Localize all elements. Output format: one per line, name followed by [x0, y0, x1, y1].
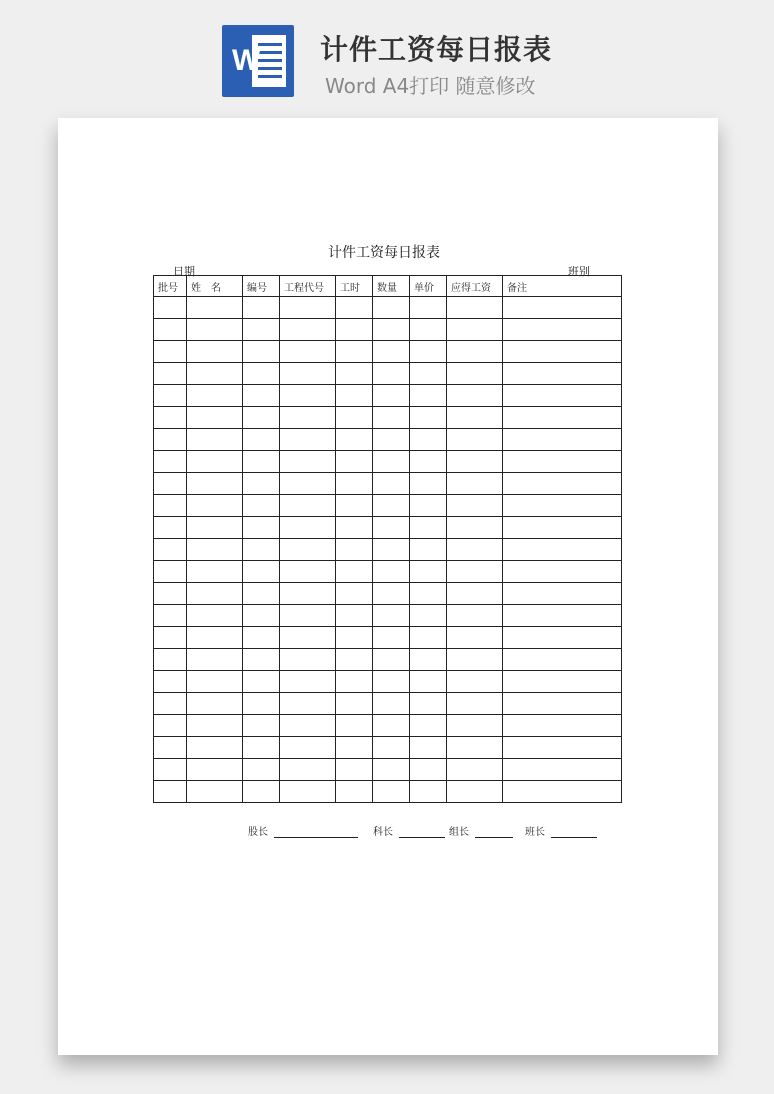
table-cell[interactable]: [243, 363, 280, 385]
table-cell[interactable]: [336, 385, 373, 407]
table-cell[interactable]: [187, 627, 243, 649]
column-header: 单价: [410, 276, 447, 297]
table-row: [154, 539, 622, 561]
table-cell[interactable]: [503, 495, 622, 517]
table-cell[interactable]: [243, 407, 280, 429]
table-cell[interactable]: [154, 363, 187, 385]
table-cell[interactable]: [187, 451, 243, 473]
table-cell[interactable]: [154, 583, 187, 605]
table-cell[interactable]: [154, 561, 187, 583]
table-cell[interactable]: [336, 671, 373, 693]
table-cell[interactable]: [336, 451, 373, 473]
table-cell[interactable]: [503, 649, 622, 671]
table-row: [154, 341, 622, 363]
table-cell[interactable]: [447, 297, 503, 319]
table-cell[interactable]: [503, 737, 622, 759]
document-page[interactable]: [58, 118, 718, 1055]
table-cell[interactable]: [243, 539, 280, 561]
table-row: [154, 759, 622, 781]
table-cell[interactable]: [410, 451, 447, 473]
table-cell[interactable]: [410, 319, 447, 341]
table-cell[interactable]: [373, 605, 410, 627]
table-cell[interactable]: [447, 715, 503, 737]
table-cell[interactable]: [154, 693, 187, 715]
signature-field[interactable]: [248, 823, 358, 838]
table-cell[interactable]: [336, 759, 373, 781]
table-cell[interactable]: [154, 341, 187, 363]
table-cell[interactable]: [280, 715, 336, 737]
table-cell[interactable]: [373, 363, 410, 385]
table-cell[interactable]: [503, 759, 622, 781]
table-cell[interactable]: [503, 429, 622, 451]
table-cell[interactable]: [503, 671, 622, 693]
table-cell[interactable]: [187, 583, 243, 605]
table-cell[interactable]: [187, 715, 243, 737]
signature-label: 科长: [373, 827, 393, 838]
table-cell[interactable]: [280, 517, 336, 539]
table-row: [154, 561, 622, 583]
table-cell[interactable]: [503, 407, 622, 429]
table-cell[interactable]: [336, 297, 373, 319]
table-cell[interactable]: [410, 649, 447, 671]
table-row: [154, 297, 622, 319]
document-title: 计件工资每日报表: [328, 245, 440, 261]
table-cell[interactable]: [280, 495, 336, 517]
column-header: 编号: [243, 276, 280, 297]
table-cell[interactable]: [243, 341, 280, 363]
table-row: [154, 627, 622, 649]
table-cell[interactable]: [154, 385, 187, 407]
table-cell[interactable]: [410, 781, 447, 803]
table-cell[interactable]: [373, 429, 410, 451]
table-cell[interactable]: [154, 297, 187, 319]
table-cell[interactable]: [336, 737, 373, 759]
table-cell[interactable]: [280, 671, 336, 693]
table-cell[interactable]: [154, 737, 187, 759]
table-cell[interactable]: [154, 473, 187, 495]
table-cell[interactable]: [410, 671, 447, 693]
table-cell[interactable]: [410, 693, 447, 715]
table-cell[interactable]: [154, 759, 187, 781]
table-cell[interactable]: [447, 627, 503, 649]
table-cell[interactable]: [410, 473, 447, 495]
table-cell[interactable]: [410, 605, 447, 627]
table-cell[interactable]: [243, 297, 280, 319]
table-cell[interactable]: [154, 451, 187, 473]
signature-area: [58, 823, 718, 843]
table-cell[interactable]: [447, 319, 503, 341]
table-cell[interactable]: [503, 341, 622, 363]
header-title: 计件工资每日报表: [320, 33, 553, 66]
signature-field[interactable]: [373, 823, 445, 838]
column-header: 工程代号: [280, 276, 336, 297]
signature-label: 班长: [525, 827, 545, 838]
table-cell[interactable]: [503, 517, 622, 539]
table-cell[interactable]: [410, 297, 447, 319]
table-cell[interactable]: [410, 407, 447, 429]
table-cell[interactable]: [336, 605, 373, 627]
table-cell[interactable]: [280, 429, 336, 451]
table-cell[interactable]: [410, 385, 447, 407]
table-cell[interactable]: [243, 473, 280, 495]
table-row: [154, 715, 622, 737]
table-cell[interactable]: [154, 715, 187, 737]
table-cell[interactable]: [447, 737, 503, 759]
table-row: [154, 429, 622, 451]
table-cell[interactable]: [447, 473, 503, 495]
table-cell[interactable]: [447, 363, 503, 385]
table-cell[interactable]: [503, 781, 622, 803]
table-cell[interactable]: [447, 517, 503, 539]
table-cell[interactable]: [410, 363, 447, 385]
table-row: [154, 649, 622, 671]
table-cell[interactable]: [154, 539, 187, 561]
table-cell[interactable]: [154, 649, 187, 671]
table-cell[interactable]: [280, 649, 336, 671]
table-cell[interactable]: [373, 385, 410, 407]
table-row: [154, 517, 622, 539]
table-cell[interactable]: [336, 561, 373, 583]
table-cell[interactable]: [336, 715, 373, 737]
table-cell[interactable]: [447, 539, 503, 561]
table-cell[interactable]: [187, 319, 243, 341]
table-cell[interactable]: [280, 451, 336, 473]
table-cell[interactable]: [187, 297, 243, 319]
table-cell[interactable]: [243, 583, 280, 605]
table-cell[interactable]: [373, 671, 410, 693]
table-row: [154, 737, 622, 759]
table-cell[interactable]: [154, 671, 187, 693]
table-cell[interactable]: [187, 781, 243, 803]
table-cell[interactable]: [410, 495, 447, 517]
table-cell[interactable]: [373, 473, 410, 495]
table-cell[interactable]: [503, 583, 622, 605]
table-cell[interactable]: [373, 781, 410, 803]
table-cell[interactable]: [447, 693, 503, 715]
table-cell[interactable]: [243, 627, 280, 649]
table-cell[interactable]: [410, 759, 447, 781]
table-cell[interactable]: [373, 627, 410, 649]
table-cell[interactable]: [187, 341, 243, 363]
table-cell[interactable]: [373, 583, 410, 605]
table-cell[interactable]: [280, 319, 336, 341]
table-cell[interactable]: [187, 561, 243, 583]
header-subtitle: Word A4打印 随意修改: [325, 74, 536, 98]
word-letter: W: [232, 44, 261, 77]
table-cell[interactable]: [154, 319, 187, 341]
table-cell[interactable]: [243, 759, 280, 781]
table-cell[interactable]: [503, 297, 622, 319]
table-cell[interactable]: [336, 363, 373, 385]
date-label: 日期: [173, 265, 195, 278]
table-cell[interactable]: [187, 517, 243, 539]
table-cell[interactable]: [154, 781, 187, 803]
table-cell[interactable]: [336, 649, 373, 671]
table-cell[interactable]: [187, 385, 243, 407]
signature-field[interactable]: [449, 823, 513, 838]
table-cell[interactable]: [280, 627, 336, 649]
table-cell[interactable]: [373, 561, 410, 583]
table-cell[interactable]: [154, 495, 187, 517]
column-header: 姓 名: [187, 276, 243, 297]
table-cell[interactable]: [187, 737, 243, 759]
table-cell[interactable]: [336, 693, 373, 715]
page-header: [0, 0, 774, 110]
table-cell[interactable]: [187, 759, 243, 781]
table-cell[interactable]: [243, 451, 280, 473]
table-cell[interactable]: [373, 539, 410, 561]
table-cell[interactable]: [336, 341, 373, 363]
table-cell[interactable]: [280, 473, 336, 495]
table-cell[interactable]: [373, 297, 410, 319]
table-cell[interactable]: [503, 693, 622, 715]
table-header-row: [154, 276, 622, 297]
table-cell[interactable]: [243, 781, 280, 803]
table-cell[interactable]: [447, 583, 503, 605]
word-doc-icon: [222, 25, 294, 97]
table-cell[interactable]: [154, 627, 187, 649]
table-cell[interactable]: [280, 781, 336, 803]
table-cell[interactable]: [447, 759, 503, 781]
table-cell[interactable]: [336, 583, 373, 605]
table-cell[interactable]: [447, 671, 503, 693]
table-cell[interactable]: [503, 319, 622, 341]
table-row: [154, 781, 622, 803]
class-label: 班别: [568, 265, 590, 278]
table-row: [154, 495, 622, 517]
table-row: [154, 451, 622, 473]
table-cell[interactable]: [187, 671, 243, 693]
table-cell[interactable]: [410, 627, 447, 649]
table-cell[interactable]: [187, 605, 243, 627]
table-cell[interactable]: [447, 385, 503, 407]
table-cell[interactable]: [373, 451, 410, 473]
table-cell[interactable]: [154, 429, 187, 451]
table-cell[interactable]: [280, 561, 336, 583]
table-cell[interactable]: [447, 781, 503, 803]
table-cell[interactable]: [410, 737, 447, 759]
table-cell[interactable]: [336, 539, 373, 561]
table-cell[interactable]: [447, 407, 503, 429]
table-row: [154, 693, 622, 715]
table-cell[interactable]: [187, 429, 243, 451]
table-cell[interactable]: [187, 407, 243, 429]
table-cell[interactable]: [243, 649, 280, 671]
table-cell[interactable]: [243, 495, 280, 517]
table-cell[interactable]: [373, 407, 410, 429]
table-cell[interactable]: [336, 517, 373, 539]
table-cell[interactable]: [154, 517, 187, 539]
table-cell[interactable]: [503, 385, 622, 407]
table-cell[interactable]: [187, 539, 243, 561]
table-cell[interactable]: [410, 539, 447, 561]
table-cell[interactable]: [373, 319, 410, 341]
table-cell[interactable]: [410, 429, 447, 451]
table-cell[interactable]: [243, 429, 280, 451]
table-cell[interactable]: [503, 715, 622, 737]
column-header: 工时: [336, 276, 373, 297]
table-cell[interactable]: [154, 407, 187, 429]
table-cell[interactable]: [243, 715, 280, 737]
table-cell[interactable]: [373, 341, 410, 363]
table-cell[interactable]: [336, 495, 373, 517]
table-cell[interactable]: [373, 517, 410, 539]
table-cell[interactable]: [280, 341, 336, 363]
column-header: 应得工资: [447, 276, 503, 297]
column-header: 数量: [373, 276, 410, 297]
table-cell[interactable]: [280, 693, 336, 715]
table-cell[interactable]: [410, 583, 447, 605]
table-cell[interactable]: [280, 737, 336, 759]
table-cell[interactable]: [187, 363, 243, 385]
wage-table: [153, 275, 622, 803]
table-cell[interactable]: [280, 297, 336, 319]
table-cell[interactable]: [243, 561, 280, 583]
table-cell[interactable]: [243, 385, 280, 407]
table-cell[interactable]: [447, 561, 503, 583]
table-cell[interactable]: [280, 759, 336, 781]
table-cell[interactable]: [280, 385, 336, 407]
table-row: [154, 473, 622, 495]
table-cell[interactable]: [243, 737, 280, 759]
table-cell[interactable]: [280, 583, 336, 605]
table-cell[interactable]: [503, 451, 622, 473]
table-row: [154, 671, 622, 693]
column-header: 批号: [154, 276, 187, 297]
table-cell[interactable]: [447, 451, 503, 473]
table-cell[interactable]: [503, 539, 622, 561]
table-cell[interactable]: [280, 539, 336, 561]
table-cell[interactable]: [336, 319, 373, 341]
table-cell[interactable]: [447, 605, 503, 627]
table-cell[interactable]: [243, 671, 280, 693]
table-cell[interactable]: [447, 429, 503, 451]
table-cell[interactable]: [280, 407, 336, 429]
table-cell[interactable]: [336, 429, 373, 451]
table-row: [154, 407, 622, 429]
table-cell[interactable]: [154, 605, 187, 627]
table-cell[interactable]: [280, 605, 336, 627]
table-cell[interactable]: [373, 737, 410, 759]
table-cell[interactable]: [410, 715, 447, 737]
table-row: [154, 385, 622, 407]
table-cell[interactable]: [447, 495, 503, 517]
signature-field[interactable]: [525, 823, 597, 838]
table-row: [154, 583, 622, 605]
table-cell[interactable]: [187, 473, 243, 495]
table-cell[interactable]: [373, 649, 410, 671]
table-cell[interactable]: [503, 363, 622, 385]
table-cell[interactable]: [410, 341, 447, 363]
table-cell[interactable]: [187, 495, 243, 517]
table-cell[interactable]: [373, 759, 410, 781]
column-header: 备注: [503, 276, 622, 297]
table-cell[interactable]: [243, 517, 280, 539]
table-cell[interactable]: [503, 627, 622, 649]
table-row: [154, 363, 622, 385]
table-cell[interactable]: [243, 319, 280, 341]
table-cell[interactable]: [187, 693, 243, 715]
table-cell[interactable]: [373, 715, 410, 737]
table-cell[interactable]: [447, 341, 503, 363]
table-cell[interactable]: [503, 473, 622, 495]
table-cell[interactable]: [280, 363, 336, 385]
table-cell[interactable]: [336, 407, 373, 429]
table-cell[interactable]: [503, 561, 622, 583]
signature-label: 组长: [449, 827, 469, 838]
table-cell[interactable]: [447, 649, 503, 671]
table-cell[interactable]: [373, 693, 410, 715]
table-cell[interactable]: [336, 781, 373, 803]
table-cell[interactable]: [410, 517, 447, 539]
table-cell[interactable]: [373, 495, 410, 517]
table-cell[interactable]: [243, 693, 280, 715]
table-cell[interactable]: [336, 473, 373, 495]
signature-label: 股长: [248, 827, 268, 838]
table-row: [154, 605, 622, 627]
table-cell[interactable]: [410, 561, 447, 583]
table-row: [154, 319, 622, 341]
table-cell[interactable]: [243, 605, 280, 627]
table-cell[interactable]: [503, 605, 622, 627]
table-cell[interactable]: [187, 649, 243, 671]
table-cell[interactable]: [336, 627, 373, 649]
